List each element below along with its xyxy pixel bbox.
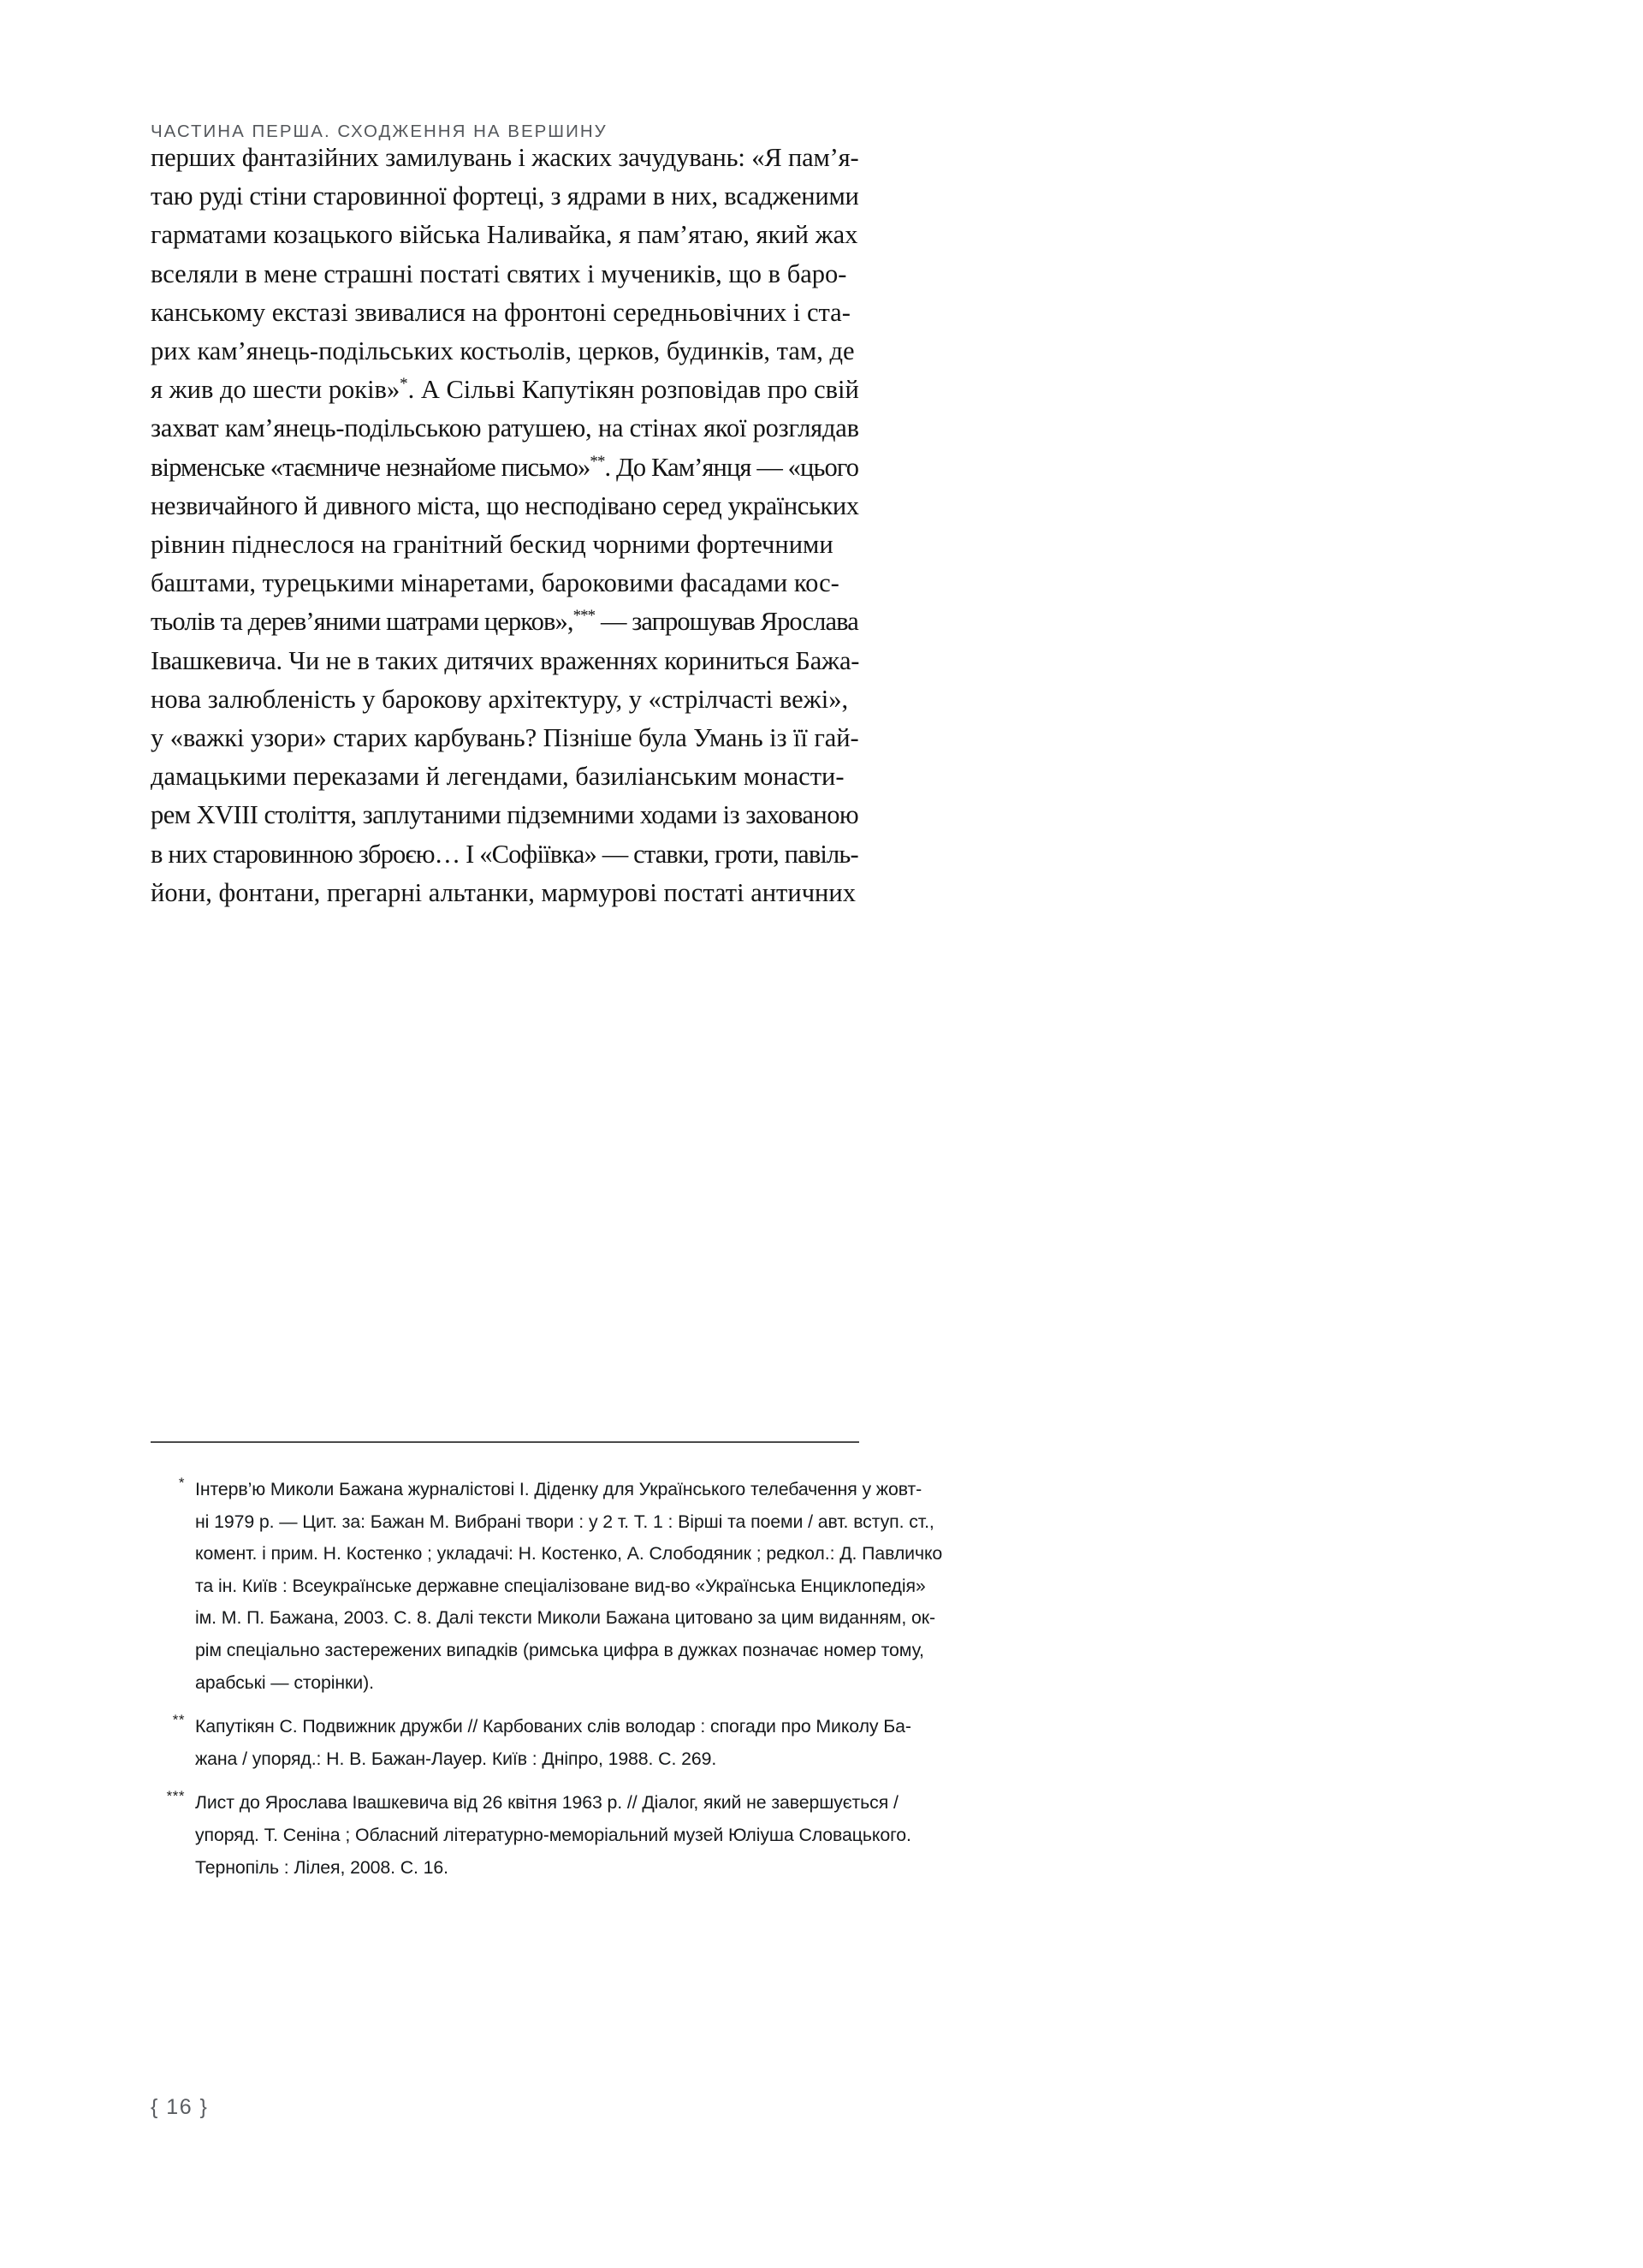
footnotes-section xyxy=(151,1474,943,1896)
footnote-line: жана / упоряд.: Н. В. Бажан-Лауер. Київ : Дніпро, 1988. С. 269. xyxy=(195,1748,717,1769)
footnote-line: Капутікян С. Подвижник дружби // Карбованих слів володар : спогади про Миколу Ба- xyxy=(195,1716,911,1737)
body-line: в них старовинною зброєю… І «Софіївка» — ставки, гроти, павіль- xyxy=(151,839,858,869)
footnote-entry xyxy=(151,1474,943,1699)
footnote-marker: ** xyxy=(172,1712,185,1729)
body-line: нова залюбленість у барокову архітектуру, у «стрілчасті вежі», xyxy=(151,684,849,714)
body-line: рівнин піднеслося на гранітний бескид чорними фортечними xyxy=(151,530,833,560)
footnote-line: Тернопіль : Лілея, 2008. С. 16. xyxy=(195,1856,448,1878)
body-line: я жив до шести років»*. А Сільві Капутікян розповідав про свій xyxy=(151,375,859,405)
footnote-line: арабські — сторінки). xyxy=(195,1671,374,1693)
footnote-line: рім спеціально застережених випадків (римська цифра в дужках позначає номер тому, xyxy=(195,1639,924,1660)
body-line: рем XVIII століття, заплутаними підземними ходами із захованою xyxy=(151,800,859,830)
body-line: дамацькими переказами й легендами, базиліанським монасти- xyxy=(151,762,845,792)
body-line: вселяли в мене страшні постаті святих і мучеників, що в баро- xyxy=(151,258,847,288)
footnote-entry xyxy=(151,1711,911,1775)
body-line: рих кам’янець-подільських костьолів, церков, будинків, там, де xyxy=(151,336,855,366)
page-number: { 16 } xyxy=(151,2095,209,2119)
footnote-line: комент. і прим. Н. Костенко ; укладачі: Н. Костенко, А. Слободяник ; редкол.: Д. Павличко xyxy=(195,1543,943,1564)
body-line: гарматами козацького війська Наливайка, я пам’ятаю, який жах xyxy=(151,220,858,250)
body-line: баштами, турецькими мінаретами, бароковими фасадами кос- xyxy=(151,568,839,598)
footnote-ref-marker[interactable]: *** xyxy=(572,607,596,626)
footnote-text xyxy=(195,1711,911,1775)
body-line: тьолів та дерев’яними шатрами церков»,*** — запрошував Ярослава xyxy=(151,607,858,637)
footnote-marker: *** xyxy=(166,1788,185,1805)
body-line: вірменське «таємниче незнайоме письмо»**. До Кам’янця — «цього xyxy=(151,452,859,482)
body-line: незвичайного й дивного міста, що несподівано серед українських xyxy=(151,490,859,520)
footnote-ref-marker[interactable]: * xyxy=(400,375,408,394)
footnote-line: Інтерв’ю Миколи Бажана журналістові І. Діденку для Українського телебачення у жовт- xyxy=(195,1479,922,1499)
footnote-line: та ін. Київ : Всеукраїнське державне спеціалізоване вид-во «Українська Енциклопедія» xyxy=(195,1575,926,1596)
body-line: Івашкевича. Чи не в таких дитячих враженнях кориниться Бажа- xyxy=(151,645,860,675)
body-line: у «важкі узори» старих карбувань? Пізніше була Умань із її гай- xyxy=(151,723,859,753)
footnote-text xyxy=(195,1474,943,1699)
body-line: перших фантазійних замилувань і жаских зачудувань: «Я пам’я- xyxy=(151,143,859,172)
footnote-line: ім. М. П. Бажана, 2003. С. 8. Далі тексти Миколи Бажана цитовано за цим виданням, ок- xyxy=(195,1607,935,1629)
body-line: захват кам’янець-подільською ратушею, на стінах якої розглядав xyxy=(151,413,859,443)
footnote-text xyxy=(195,1787,911,1884)
footnote-ref-marker[interactable]: ** xyxy=(590,452,605,471)
footnote-entry xyxy=(151,1787,911,1884)
body-line: канському екстазі звивалися на фронтоні середньовічних і ста- xyxy=(151,297,851,327)
body-line: таю руді стіни старовинної фортеці, з ядрами в них, всадженими xyxy=(151,181,859,211)
footnote-separator-rule xyxy=(151,1441,859,1443)
footnote-marker: * xyxy=(178,1475,185,1491)
footnote-line: упоряд. Т. Сеніна ; Обласний літературно-меморіальний музей Юліуша Словацького. xyxy=(195,1824,911,1845)
running-head: ЧАСТИНА ПЕРША. СХОДЖЕННЯ НА ВЕРШИНУ xyxy=(151,122,608,141)
body-line: йони, фонтани, прегарні альтанки, мармурові постаті античних xyxy=(151,877,856,907)
footnote-line: Лист до Ярослава Івашкевича від 26 квітня 1963 р. // Діалог, який не завершується / xyxy=(195,1792,899,1814)
footnote-line: ні 1979 р. — Цит. за: Бажан М. Вибрані твори : у 2 т. Т. 1 : Вірші та поеми / авт. вступ. ст., xyxy=(195,1511,934,1532)
body-text-block xyxy=(151,139,859,912)
